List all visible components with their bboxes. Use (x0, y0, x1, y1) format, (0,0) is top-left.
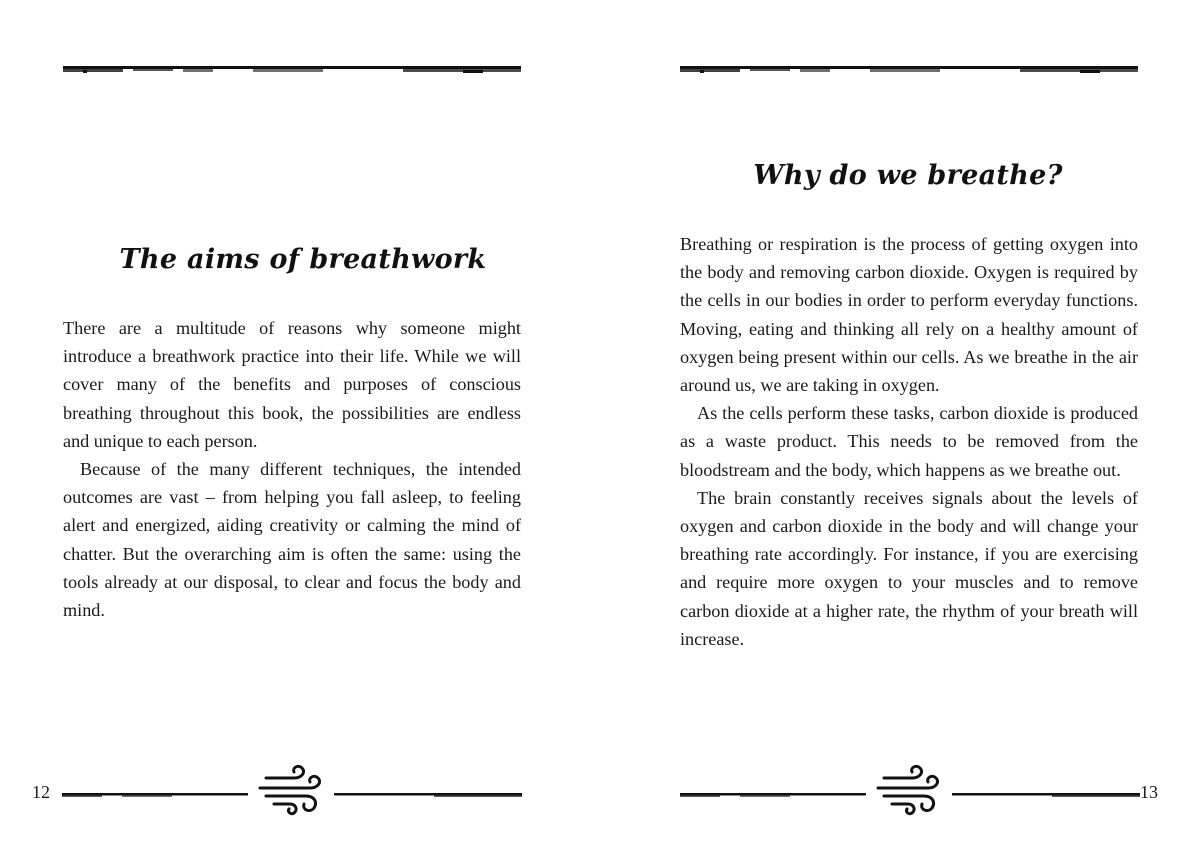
page-number: 13 (1140, 782, 1158, 802)
body-text (63, 314, 521, 624)
page-number: 12 (32, 782, 50, 802)
page-footer (678, 760, 1178, 820)
page-heading: The aims of breathwork (119, 244, 487, 275)
page-heading: Why do we breathe? (753, 160, 1063, 191)
paragraph: Breathing or respiration is the process of getting oxygen into the body and removing carbon dioxide. Oxygen is required by the cells in our bodies in order to perform everyday functions. Moving, eating and thinking all rely on a healthy amount of oxygen being present within our cells. As we breathe in the air around us, we are taking in oxygen. (680, 234, 1138, 396)
paragraph: Because of the many different techniques, the intended outcomes are vast – from helping you fall asleep, to feeling alert and energized, aiding creativity or calming the mind of chatter. But the overarching aim is often the same: using the tools already at our disposal, to clear and focus the body and mind. (63, 459, 521, 621)
wind-swirl-icon (874, 764, 944, 816)
wind-swirl-icon (256, 764, 326, 816)
footer-rule-left (62, 790, 248, 798)
top-decorative-rule (63, 60, 521, 74)
right-page (600, 0, 1200, 846)
footer-rule-right (952, 790, 1140, 798)
top-decorative-rule (680, 60, 1138, 74)
page-footer (28, 760, 528, 820)
paragraph: There are a multitude of reasons why someone might introduce a breathwork practice into their life. While we will cover many of the benefits and purposes of conscious breathing throughout this book, the possibilities are endless and unique to each person. (63, 318, 521, 451)
body-text (680, 230, 1138, 653)
paragraph: As the cells perform these tasks, carbon dioxide is produced as a waste product. This needs to be removed from the bloodstream and the body, which happens as we breathe out. (680, 403, 1138, 480)
footer-rule-left (680, 790, 866, 798)
footer-rule-right (334, 790, 522, 798)
paragraph: The brain constantly receives signals about the levels of oxygen and carbon dioxide in the body and will change your breathing rate accordingly. For instance, if you are exercising and require more oxygen to your muscles and to remove carbon dioxide at a higher rate, the rhythm of your breath will increase. (680, 487, 1138, 649)
